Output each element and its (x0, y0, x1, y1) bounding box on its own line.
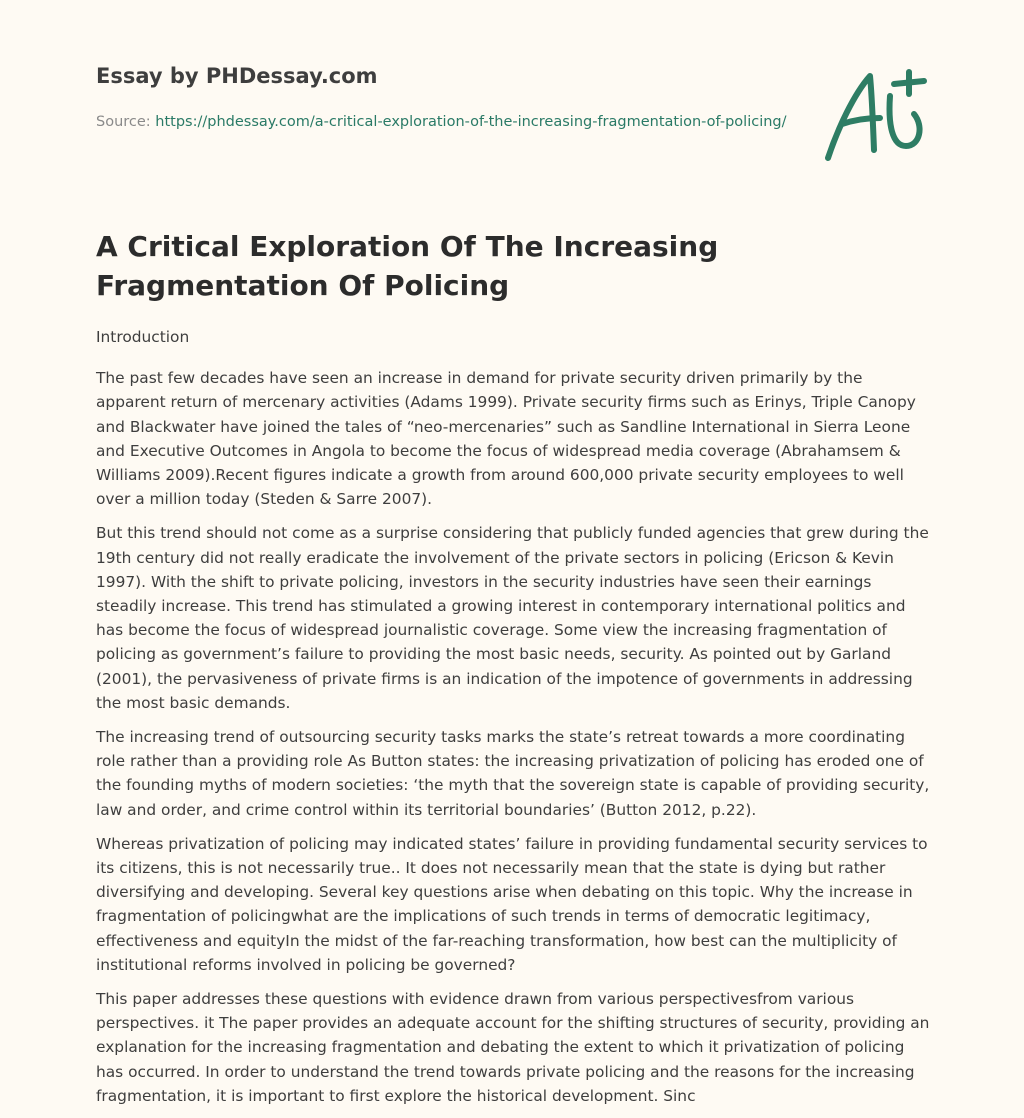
a-plus-logo-icon (818, 66, 930, 166)
article-title: A Critical Exploration Of The Increasing Fragmentation Of Policing (96, 230, 719, 302)
article-body (96, 325, 930, 1118)
paragraph: This paper addresses these questions with evidence drawn from various perspectivesfrom various perspectives. it The paper provides an adequate account for the shifting structures of security, providing an explanation for the increasing fragmentation and debating the extent to which it privatization of policing has occurred. In order to understand the trend towards private policing and the reasons for the increasing fragmentation, it is important to first explore the historical development. Sinc (96, 990, 930, 1105)
paragraph: But this trend should not come as a surprise considering that publicly funded agencies that grew during the 19th century did not really eradicate the involvement of the private sectors in policing (Ericson & Kevin 1997). With the shift to private policing, investors in the security industries have seen their earnings steadily increase. This trend has stimulated a growing interest in contemporary international politics and has become the focus of widespread journalistic coverage. Some view the increasing fragmentation of policing as government’s failure to providing the most basic needs, security. As pointed out by Garland (2001), the pervasiveness of private firms is an indication of the impotence of governments in addressing the most basic demands. (96, 524, 929, 712)
paragraph: The increasing trend of outsourcing security tasks marks the state’s retreat towards a more coordinating role rather than a providing role As Button states: the increasing privatization of policing has eroded one of the founding myths of modern societies: ‘the myth that the sovereign state is capable of providing security, law and order, and crime control within its territorial boundaries’ (Button 2012, p.22). (96, 728, 930, 819)
source-link[interactable]: https://phdessay.com/a-critical-exploration-of-the-increasing-fragmentation-of-policing/ (155, 114, 787, 130)
source-line (96, 111, 796, 133)
paragraph: Whereas privatization of policing may indicated states’ failure in providing fundamental security services to its citizens, this is not necessarily true.. It does not necessarily mean that the state is dying but rather diversifying and developing. Several key questions arise when debating on this topic. Why the increase in fragmentation of policingwhat are the implications of such trends in terms of democratic legitimacy, effectiveness and equityIn the midst of the far-reaching transformation, how best can the multiplicity of institutional reforms involved in policing be governed? (96, 834, 928, 974)
site-title: Essay by PHDessay.com (96, 64, 378, 88)
source-label: Source: (96, 114, 156, 130)
paragraph: The past few decades have seen an increase in demand for private security driven primarily by the apparent return of mercenary activities (Adams 1999). Private security firms such as Erinys, Triple Canopy and Blackwater have joined the tales of “neo-mercenaries” such as Sandline International in Sierra Leone and Executive Outcomes in Angola to become the focus of widespread media coverage (Abrahamsem & Williams 2009).Recent figures indicate a growth from around 600,000 private security employees to well over a million today (Steden & Sarre 2007). (96, 369, 916, 509)
section-heading-introduction: Introduction (96, 328, 190, 346)
